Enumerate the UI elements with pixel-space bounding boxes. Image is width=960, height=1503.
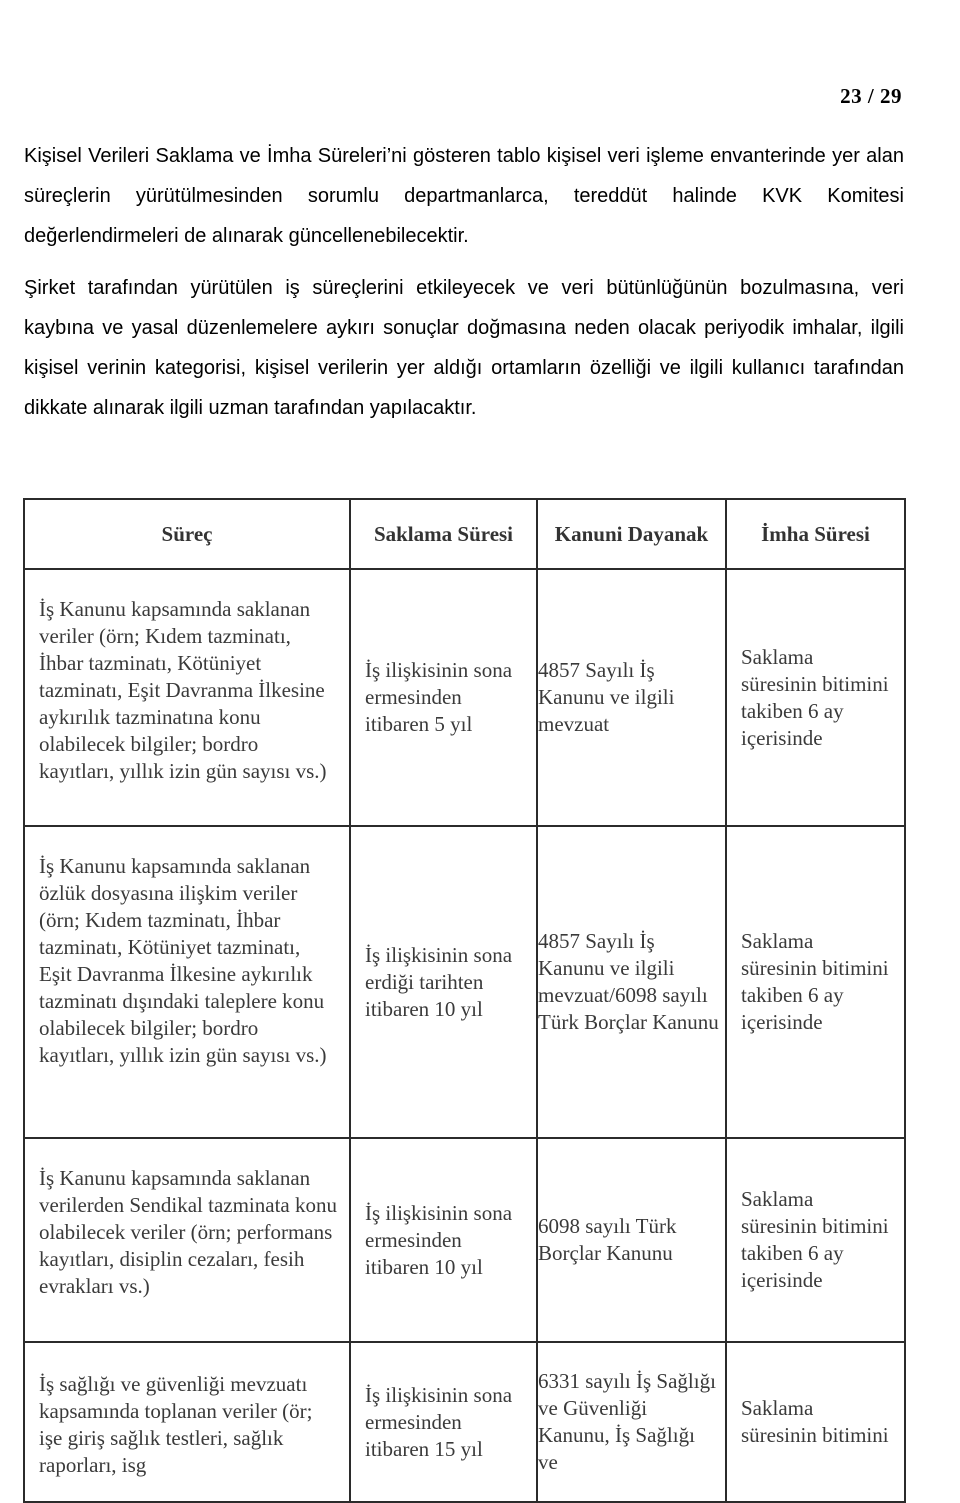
table-row — [24, 826, 905, 1138]
header-kanuni-dayanak: Kanuni Dayanak — [537, 499, 726, 569]
cell-surec-text: İş Kanunu kapsamında saklanan özlük dosyasına ilişkim veriler (örn; Kıdem tazminatı, İhbar tazminatı, Kötüniyet tazminatı, Eşit Davranma İlkesine aykırılık tazminatı dışındaki taleplere konu olabilecek bilgiler; bordro kayıtları, yıllık izin gün sayısı vs.) — [39, 854, 327, 1067]
cell-imha-text: Saklama süresinin bitimini takiben 6 ay içerisinde — [741, 929, 889, 1034]
cell-surec-text: İş sağlığı ve güvenliği mevzuatı kapsamında toplanan veriler (ör; işe giriş sağlık testleri, sağlık raporları, isg — [39, 1372, 313, 1477]
table-row — [24, 569, 905, 826]
cell-surec-text: İş Kanunu kapsamında saklanan veriler (örn; Kıdem tazminatı, İhbar tazminatı, Kötüniyet tazminatı, Eşit Davranma İlkesine aykırılık tazminatına konu olabilecek bilgiler; bordro kayıtları, yıllık izin gün sayısı vs.) — [39, 597, 327, 783]
cell-saklama-text: İş ilişkisinin sona ermesinden itibaren 5 yıl — [365, 658, 513, 736]
cell-imha — [726, 826, 905, 1138]
cell-saklama-text: İş ilişkisinin sona ermesinden itibaren 15 yıl — [365, 1382, 513, 1461]
header-imha-suresi: İmha Süresi — [726, 499, 905, 569]
cell-kanuni-text: 4857 Sayılı İş Kanunu ve ilgili mevzuat — [538, 658, 675, 736]
retention-periods-table — [23, 498, 906, 1503]
intro-paragraph: Kişisel Verileri Saklama ve İmha Süreleri’ni gösteren tablo kişisel veri işleme envanterinde yer alan süreçlerin yürütülmesinden sorumlu departmanlarca, tereddüt halinde KVK Komitesi değerlendirmeleri de alınarak güncellenebilecektir. — [24, 145, 904, 247]
page-number: 23 / 29 — [840, 84, 902, 108]
cell-saklama — [350, 1138, 537, 1342]
table-row — [24, 1138, 905, 1342]
cell-imha — [726, 569, 905, 826]
cell-saklama — [350, 826, 537, 1138]
cell-surec — [24, 826, 350, 1138]
cell-saklama-text: İş ilişkisinin sona erdiği tarihten itibaren 10 yıl — [365, 942, 513, 1021]
cell-imha-text: Saklama süresinin bitimini takiben 6 ay içerisinde — [741, 1187, 889, 1292]
cell-surec — [24, 1138, 350, 1342]
table-header-row — [24, 499, 905, 569]
cell-saklama-text: İş ilişkisinin sona ermesinden itibaren 10 yıl — [365, 1200, 513, 1279]
cell-saklama — [350, 569, 537, 826]
cell-kanuni — [537, 1138, 726, 1342]
cell-kanuni — [537, 1342, 726, 1502]
header-surec: Süreç — [24, 499, 350, 569]
cell-saklama — [350, 1342, 537, 1502]
cell-imha — [726, 1342, 905, 1502]
cell-imha — [726, 1138, 905, 1342]
table-row — [24, 1342, 905, 1502]
cell-kanuni — [537, 826, 726, 1138]
cell-imha-text: Saklama süresinin bitimini — [741, 1396, 889, 1447]
cell-kanuni-text: 6331 sayılı İş Sağlığı ve Güvenliği Kanunu, İş Sağlığı ve — [538, 1369, 716, 1474]
header-saklama-suresi: Saklama Süresi — [350, 499, 537, 569]
destruction-paragraph: Şirket tarafından yürütülen iş süreçlerini etkileyecek ve veri bütünlüğünün bozulmasına, veri kaybına ve yasal düzenlemelere aykırı sonuçlar doğmasına neden olacak periyodik imhalar, ilgili kişisel verinin kategorisi, kişisel verilerin yer aldığı ortamların özelliği ve ilgili kullanıcı tarafından dikkate alınarak ilgili uzman tarafından yapılacaktır. — [24, 277, 904, 419]
cell-kanuni-text: 6098 sayılı Türk Borçlar Kanunu — [538, 1214, 677, 1265]
cell-kanuni — [537, 569, 726, 826]
cell-surec-text: İş Kanunu kapsamında saklanan verilerden Sendikal tazminata konu olabilecek veriler (örn; performans kayıtları, disiplin cezaları, fesih evrakları vs.) — [39, 1166, 337, 1298]
cell-kanuni-text: 4857 Sayılı İş Kanunu ve ilgili mevzuat/6098 sayılı Türk Borçlar Kanunu — [538, 929, 719, 1034]
cell-surec — [24, 569, 350, 826]
cell-imha-text: Saklama süresinin bitimini takiben 6 ay içerisinde — [741, 644, 889, 750]
cell-surec — [24, 1342, 350, 1502]
